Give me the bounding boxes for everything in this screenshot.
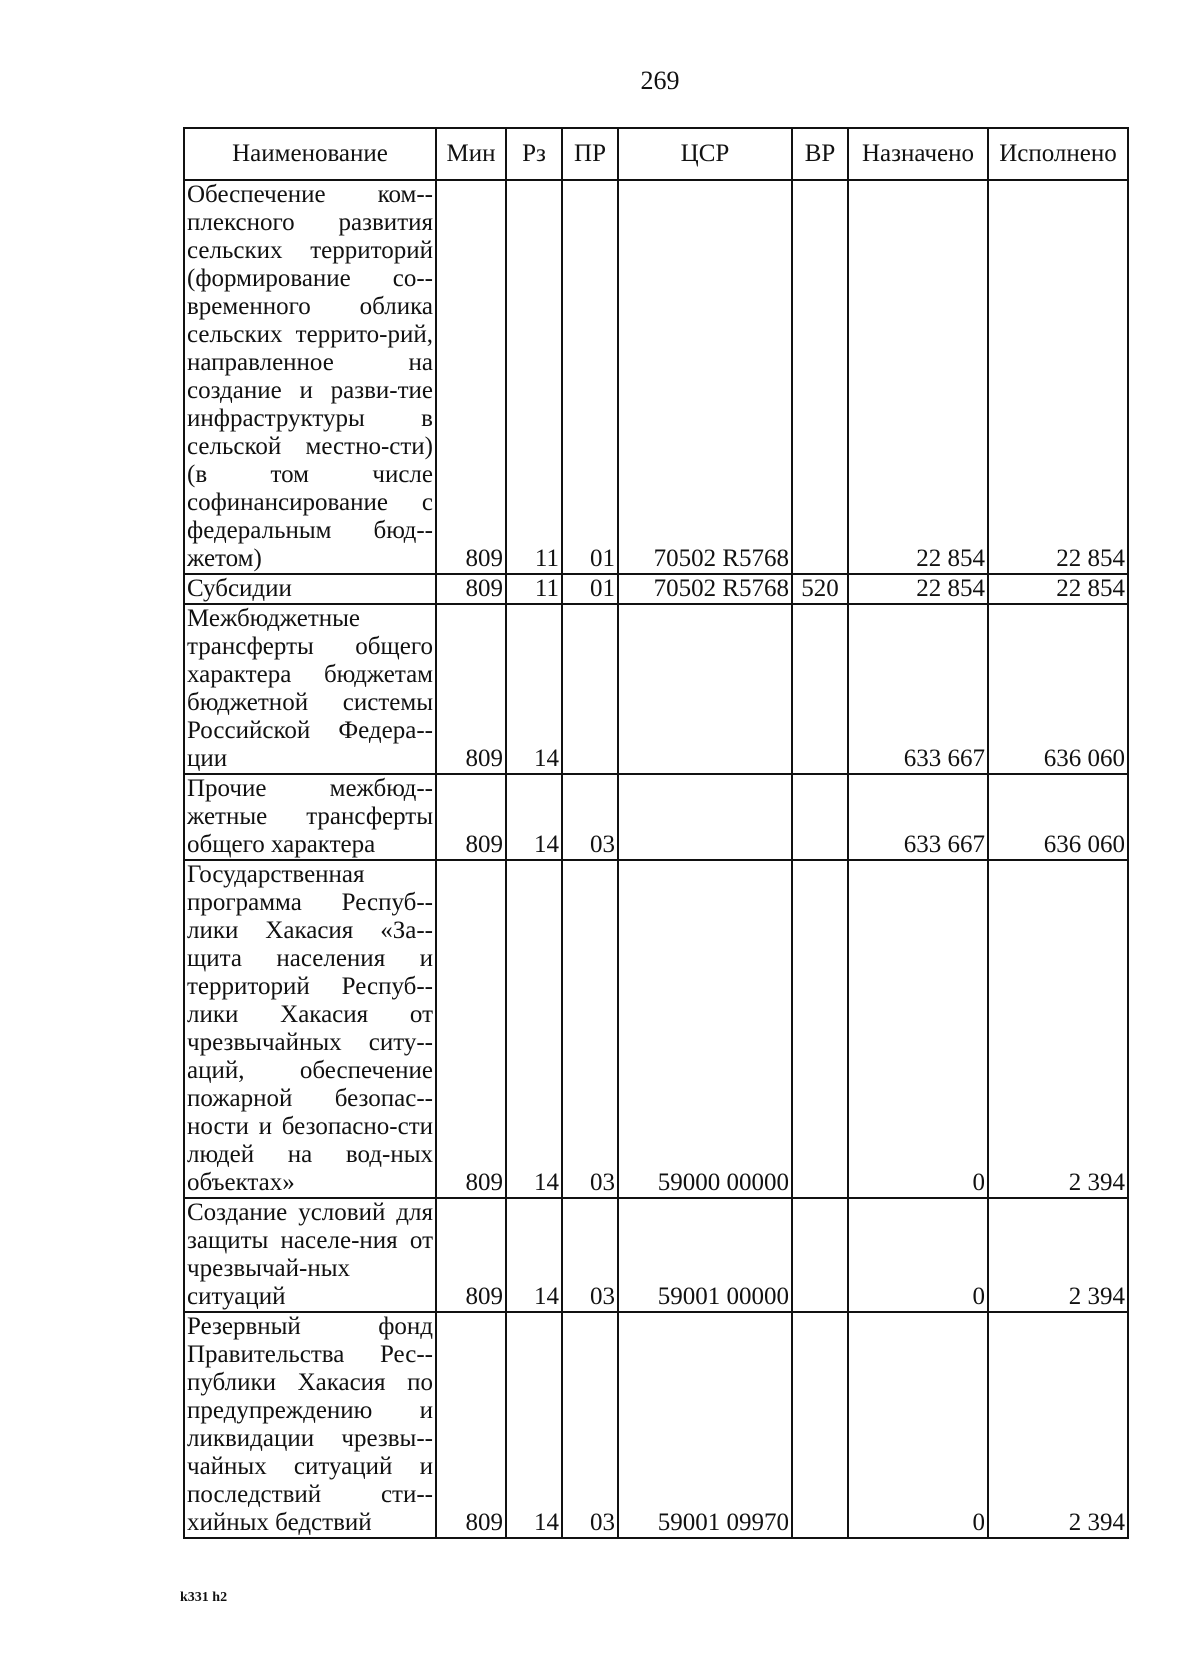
row-assigned: 633 667 bbox=[848, 774, 988, 860]
row-pr: 03 bbox=[562, 774, 618, 860]
row-csr: 70502 R5768 bbox=[618, 574, 792, 604]
budget-table bbox=[183, 127, 1129, 1539]
row-vr: 520 bbox=[792, 574, 848, 604]
row-executed: 22 854 bbox=[988, 180, 1128, 574]
row-name: Прочие межбюд-жетные трансферты общего характера bbox=[184, 774, 436, 860]
header-vr: ВР bbox=[792, 128, 848, 180]
row-name: Государственная программа Респуб-лики Хакасия «За-щита населения и территорий Респуб-лики Хакасия от чрезвычайных ситу-аций, обеспечение пожарной безопас-ности и безопасно-сти людей на вод-ных объектах» bbox=[184, 860, 436, 1198]
row-executed: 2 394 bbox=[988, 1312, 1128, 1538]
row-csr: 59000 00000 bbox=[618, 860, 792, 1198]
row-assigned: 0 bbox=[848, 1312, 988, 1538]
row-assigned: 0 bbox=[848, 1198, 988, 1312]
row-vr bbox=[792, 860, 848, 1198]
row-pr: 01 bbox=[562, 180, 618, 574]
row-min: 809 bbox=[436, 604, 506, 774]
row-min: 809 bbox=[436, 180, 506, 574]
table-row bbox=[184, 774, 1128, 860]
table-row bbox=[184, 1312, 1128, 1538]
row-assigned: 633 667 bbox=[848, 604, 988, 774]
row-vr bbox=[792, 604, 848, 774]
page-number: 269 bbox=[640, 66, 680, 95]
row-name: Межбюджетные трансферты общего характера бюджетам бюджетной системы Российской Федера-ции bbox=[184, 604, 436, 774]
row-rz: 14 bbox=[506, 604, 562, 774]
row-name: Создание условий для защиты населе-ния от чрезвычай-ных ситуаций bbox=[184, 1198, 436, 1312]
row-pr: 01 bbox=[562, 574, 618, 604]
row-csr: 70502 R5768 bbox=[618, 180, 792, 574]
row-min: 809 bbox=[436, 860, 506, 1198]
header-min: Мин bbox=[436, 128, 506, 180]
footer-code: k331 h2 bbox=[180, 1590, 228, 1605]
table-header-row bbox=[184, 128, 1128, 180]
header-name: Наименование bbox=[184, 128, 436, 180]
row-min: 809 bbox=[436, 574, 506, 604]
header-pr: ПР bbox=[562, 128, 618, 180]
header-assigned: Назначено bbox=[848, 128, 988, 180]
row-executed: 636 060 bbox=[988, 604, 1128, 774]
row-pr bbox=[562, 604, 618, 774]
row-pr: 03 bbox=[562, 860, 618, 1198]
row-name: Резервный фонд Правительства Рес-публики Хакасия по предупреждению и ликвидации чрезвы-чайных ситуаций и последствий сти-хийных бедствий bbox=[184, 1312, 436, 1538]
row-rz: 11 bbox=[506, 180, 562, 574]
row-pr: 03 bbox=[562, 1198, 618, 1312]
row-name: Субсидии bbox=[184, 574, 436, 604]
row-csr: 59001 09970 bbox=[618, 1312, 792, 1538]
row-rz: 14 bbox=[506, 860, 562, 1198]
row-rz: 11 bbox=[506, 574, 562, 604]
row-vr bbox=[792, 1198, 848, 1312]
row-vr bbox=[792, 774, 848, 860]
row-csr bbox=[618, 774, 792, 860]
table-row bbox=[184, 860, 1128, 1198]
row-vr bbox=[792, 180, 848, 574]
row-csr bbox=[618, 604, 792, 774]
table-row bbox=[184, 1198, 1128, 1312]
row-min: 809 bbox=[436, 1198, 506, 1312]
table-row bbox=[184, 180, 1128, 574]
row-assigned: 22 854 bbox=[848, 574, 988, 604]
row-rz: 14 bbox=[506, 1312, 562, 1538]
row-name: Обеспечение ком-плексного развития сельских территорий (формирование со-временного облика сельских террито-рий, направленное на создание и разви-тие инфраструктуры в сельской местно-сти) (в том числе софинансирование с федеральным бюд-жетом) bbox=[184, 180, 436, 574]
row-rz: 14 bbox=[506, 1198, 562, 1312]
header-rz: Рз bbox=[506, 128, 562, 180]
row-vr bbox=[792, 1312, 848, 1538]
row-assigned: 0 bbox=[848, 860, 988, 1198]
header-csr: ЦСР bbox=[618, 128, 792, 180]
row-rz: 14 bbox=[506, 774, 562, 860]
row-min: 809 bbox=[436, 1312, 506, 1538]
row-executed: 2 394 bbox=[988, 860, 1128, 1198]
header-executed: Исполнено bbox=[988, 128, 1128, 180]
row-pr: 03 bbox=[562, 1312, 618, 1538]
row-min: 809 bbox=[436, 774, 506, 860]
row-executed: 636 060 bbox=[988, 774, 1128, 860]
table-row bbox=[184, 574, 1128, 604]
table-row bbox=[184, 604, 1128, 774]
row-executed: 22 854 bbox=[988, 574, 1128, 604]
row-assigned: 22 854 bbox=[848, 180, 988, 574]
row-csr: 59001 00000 bbox=[618, 1198, 792, 1312]
row-executed: 2 394 bbox=[988, 1198, 1128, 1312]
